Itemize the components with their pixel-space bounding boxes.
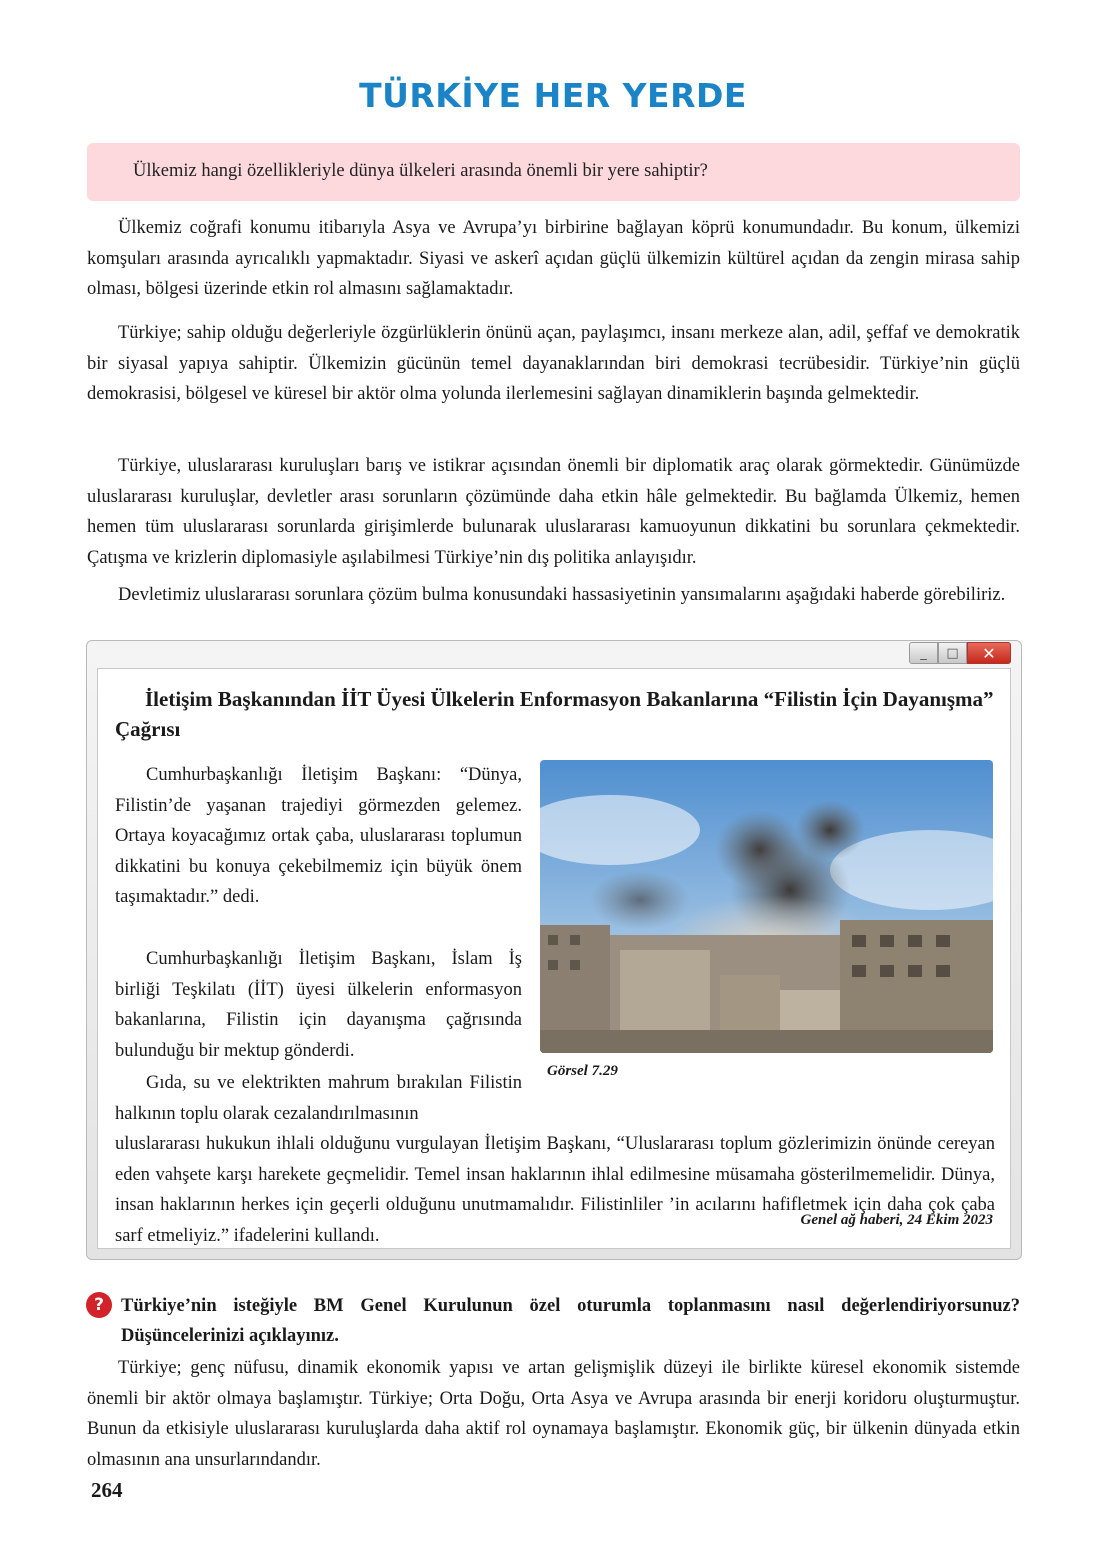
news-paragraph-3-start: Gıda, su ve elektrikten mahrum bırakılan Filistin halkının toplu olarak cezalandırılmasının: [115, 1073, 522, 1124]
closing-paragraph: Türkiye; genç nüfusu, dinamik ekonomik yapısı ve artan gelişmişlik düzeyi ile birlikte küresel ekonomik sistemde önemli bir aktör olmaya başlamıştır. Türkiye; Orta Doğu, Orta Asya ve Avrupa arasında bir enerji koridoru oluşturmuştur. Bunun da etkisiyle uluslararası kuruluşlarda daha aktif rol oynamaya başlamıştır. Ekonomik güç, bir ülkenin dünyada etkin olmasının ana unsurlarındandır.: [87, 1358, 1020, 1470]
maximize-button[interactable]: [938, 642, 967, 664]
minimize-icon: _: [920, 645, 927, 661]
page-title: TÜRKİYE HER YERDE: [359, 76, 747, 115]
window-controls: [909, 642, 1011, 664]
intro-question-box: [87, 143, 1020, 201]
page-number: 264: [91, 1478, 123, 1502]
paragraph-4: Devletimiz uluslararası sorunlara çözüm bulma konusundaki hassasiyetinin yansımalarını aşağıdaki haberde görebiliriz.: [118, 585, 1006, 605]
paragraph-2: Türkiye; sahip olduğu değerleriyle özgürlüklerin önünü açan, paylaşımcı, insanı merkeze alan, adil, şeffaf ve demokratik bir siyasal yapıya sahiptir. Ülkemizin gücünün temel dayanaklarından biri demokrasi tecrübesidir. Türkiye’nin güçlü demokrasisi, bölgesel ve küresel bir aktör olma yolunda ilerlemesini sağlayan dinamiklerin başında gelmektedir.: [87, 323, 1020, 404]
discussion-question: Türkiye’nin isteğiyle BM Genel Kurulunun özel oturumla toplanmasını nasıl değerlendiriyorsunuz? Düşüncelerinizi açıklayınız.: [121, 1296, 1020, 1346]
news-article: [97, 668, 1011, 1249]
paragraph-3: Türkiye, uluslararası kuruluşları barış ve istikrar açısından önemli bir diplomatik araç olarak görmektedir. Günümüzde uluslararası kuruluşlar, devletler arası sorunların çözümünde daha etkin hâle gelmektedir. Bu bağlamda Ülkemiz, hemen hemen tüm uluslararası sorunlarda girişimlerde bulunarak uluslararası kamuoyunun dikkatini bu sorunlara çekmektedir. Çatışma ve krizlerin diplomasiyle aşılabilmesi Türkiye’nin dış politika anlayışıdır.: [87, 456, 1020, 568]
close-button[interactable]: [967, 642, 1011, 664]
news-source: Genel ağ haberi, 24 Ekim 2023: [800, 1212, 993, 1228]
news-window: [86, 640, 1022, 1260]
news-headline: İletişim Başkanından İİT Üyesi Ülkelerin Enformasyon Bakanlarına “Filistin İçin Dayanışma” Çağrısı: [115, 687, 994, 741]
news-paragraph-2: Cumhurbaşkanlığı İletişim Başkanı, İslam İş birliği Teşkilatı (İİT) üyesi ülkelerin enformasyon bakanlarına, Filistin için dayanışma çağrısında bulunduğu bir mektup gönderdi.: [115, 949, 522, 1061]
news-paragraph-1: Cumhurbaşkanlığı İletişim Başkanı: “Dünya, Filistin’de yaşanan trajediyi görmezden gelemez. Ortaya koyacağımız ortak çaba, uluslararası toplumun dikkatini bu konuya çekebilmemiz için büyük önem taşımaktadır.” dedi.: [115, 765, 522, 907]
minimize-button[interactable]: [909, 642, 938, 664]
maximize-icon: □: [946, 645, 959, 661]
question-mark-icon: ?: [86, 1292, 112, 1318]
paragraph-1: Ülkemiz coğrafi konumu itibarıyla Asya ve Avrupa’yı birbirine bağlayan köprü konumundadır. Bu konum, ülkemizi komşuları arasında ayrıcalıklı yapmaktadır. Siyasi ve askerî açıdan güçlü ülkemizin kültürel açıdan da zengin mirasa sahip olması, bölgesi üzerinde etkin rol almasını sağlamaktadır.: [87, 218, 1020, 299]
news-paragraph-3-end: uluslararası hukukun ihlali olduğunu vurgulayan İletişim Başkanı, “Uluslararası toplum gözlerimizin önünde cereyan eden vahşete karşı harekete geçmelidir. Temel insan haklarının ihlal edilmesine müsamaha gösterilmemelidir. Dünya, insan haklarının herkes için geçerli olduğunu unutmamalıdır. Filistinliler ’in acılarını hafifletmek için daha çok çaba sarf etmeliyiz.” ifadelerini kullandı.: [115, 1134, 995, 1246]
photo-caption: Görsel 7.29: [547, 1063, 618, 1079]
intro-question: Ülkemiz hangi özellikleriyle dünya ülkeleri arasında önemli bir yere sahiptir?: [133, 161, 708, 181]
close-icon: ✕: [982, 643, 996, 663]
news-photo: [540, 760, 993, 1053]
